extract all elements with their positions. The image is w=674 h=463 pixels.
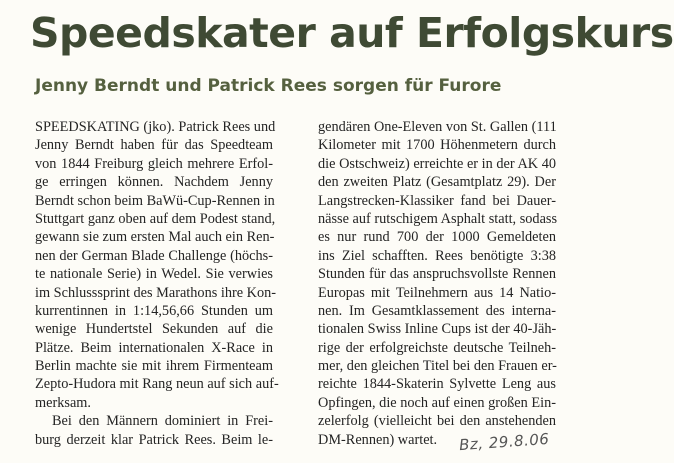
text-line: te nationale Serie) in Wedel. Sie verwies — [35, 266, 273, 283]
text-line: wenige Hundertstel Sekunden auf die — [35, 321, 273, 338]
text-line: zelerfolg (vielleicht bei den anstehenden — [318, 413, 556, 430]
article-column-right — [318, 118, 556, 449]
subheadline: Jenny Berndt und Patrick Rees sorgen für Furore — [35, 76, 502, 96]
text-line: gendären One-Eleven von St. Gallen (111 — [318, 119, 557, 135]
text-line: reichte 1844-Skaterin Sylvette Leng aus — [318, 376, 556, 393]
text-line: mer, den gleichen Titel bei den Frauen er- — [318, 358, 557, 375]
text-line: merksam. — [35, 394, 91, 411]
text-line: Plätze. Beim internationalen X-Race in — [35, 339, 273, 356]
handwritten-date-note: Bz, 29.8.06 — [458, 429, 550, 455]
text-line: Berlin machte sie mit ihrem Firmenteam — [35, 358, 273, 375]
text-line: die Ostschweiz) erreichte er in der AK 40 — [318, 155, 556, 172]
text-line: Stuttgart ganz oben auf dem Podest stand, — [35, 210, 276, 227]
article-column-left — [35, 118, 279, 449]
text-line: SPEEDSKATING (jko). Patrick Rees und — [35, 119, 276, 135]
text-line: DM-Rennen) wartet. — [318, 431, 438, 448]
text-line: burg derzeit klar Patrick Rees. Beim le- — [35, 431, 273, 448]
text-line: Bei den Männern dominiert in Frei- — [52, 413, 273, 430]
text-line: ge erringen können. Nachdem Jenny — [35, 174, 273, 191]
text-line: nen der German Blade Challenge (höchs- — [35, 247, 273, 264]
text-line: rige der erfolgreichste deutsche Teilneh- — [318, 339, 556, 356]
text-line: tionalen Swiss Inline Cups ist der 40-Jäh- — [318, 321, 557, 338]
text-line: im Schlusssprint des Marathons ihre Kon- — [35, 284, 277, 301]
text-line: es nur rund 700 der 1000 Gemeldeten — [318, 229, 556, 246]
text-line: Kilometer mit 1700 Höhenmetern durch — [318, 137, 556, 154]
text-line: Zepto-Hudora mit Rang neun auf sich auf- — [35, 376, 279, 393]
text-line: Langstrecken-Klassiker fand bei Dauer- — [318, 192, 556, 209]
text-line: Stunden für das anspruchsvollste Rennen — [318, 266, 556, 283]
text-line: gewann sie zum ersten Mal auch ein Ren- — [35, 229, 275, 246]
text-line: nässe auf rutschigem Asphalt statt, sodass — [318, 210, 558, 227]
text-line: Europas mit Teilnehmern aus 14 Natio- — [318, 284, 556, 301]
text-line: den zweiten Platz (Gesamtplatz 29). Der — [318, 174, 556, 191]
text-line: Opfingen, die noch auf einen großen Ein- — [318, 394, 556, 411]
text-line: kurrentinnen in 1:14,56,66 Stunden um — [35, 302, 273, 319]
text-line: Jenny Berndt haben für das Speedteam — [35, 137, 273, 154]
text-line: Berndt schon beim BaWü-Cup-Rennen in — [35, 192, 275, 209]
text-line: von 1844 Freiburg gleich mehrere Erfol- — [35, 155, 273, 172]
headline: Speedskater auf Erfolgskurs — [30, 9, 674, 57]
text-line: nen. Im Gesamtklassement des interna- — [318, 302, 556, 319]
text-line: ins Ziel schafften. Rees benötigte 3:38 — [318, 247, 556, 264]
